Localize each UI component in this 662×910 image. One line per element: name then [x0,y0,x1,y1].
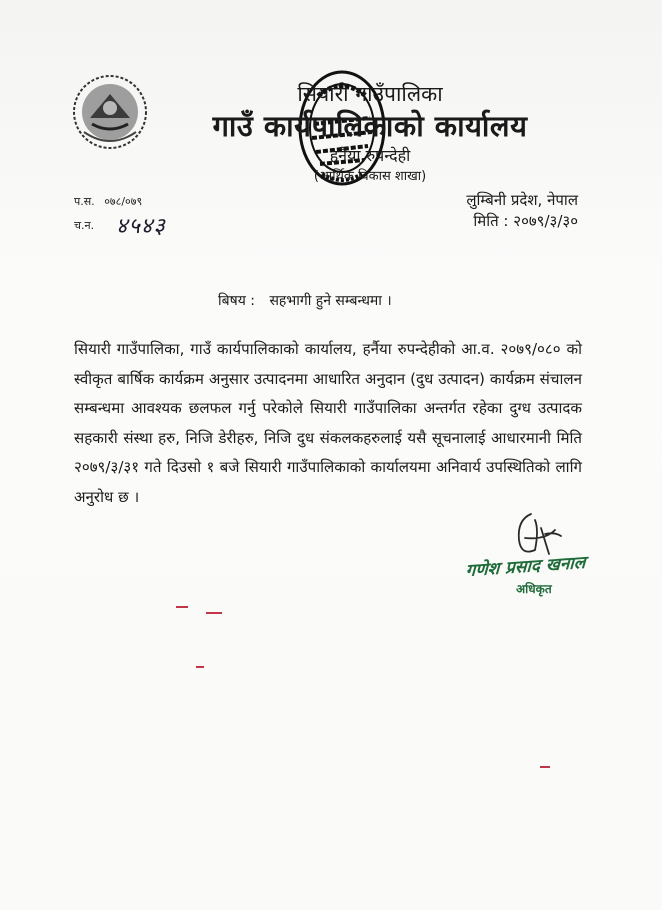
section-name: (आर्थिक विकास शाखा) [313,169,427,184]
letter-body: सियारी गाउँपालिका, गाउँ कार्यपालिकाको कार्यालय, हर्नैया रुपन्देहीको आ.व. २०७९/०८० को स्वीकृत बार्षिक कार्यक्रम अनुसार उत्पादनमा आधारित अनुदान (दुध उत्पादन) कार्यक्रम संचालन सम्बन्धमा आवश्यक छलफल गर्नु परेकोले सियारी गाउँपालिका अन्तर्गत रहेका दुग्ध उत्पादक सहकारी संस्था हरु, निजि डेरीहरु, निजि दुध संकलकहरुलाई यसै सूचनालाई आधारमानी मिति २०७९/३/३१ गते दिउसो १ बजे सियारी गाउँपालिकाको कार्यालयमा अनिवार्य उपस्थितिको लागि अनुरोध छ । [74,340,582,506]
province-line: लुम्बिनी प्रदेश, नेपाल [466,191,578,209]
date-line [473,211,578,231]
dispatch-ref [74,218,94,233]
scan-mark [206,612,222,614]
municipality-name: सियारी गाउँपालिका [297,82,443,106]
subject-text: सहभागी हुने सम्बन्धमा । [269,293,392,309]
fiscal-year-ref [74,194,142,209]
nepal-government-emblem-icon [70,72,150,152]
scan-mark [176,606,188,608]
fiscal-year-label: प.स. [74,195,95,208]
date-label: मिति : [473,212,509,230]
dispatch-label: च.न. [74,219,95,232]
dispatch-number-handwritten: ४५४३ [116,214,166,239]
signatory-name: गणेश प्रसाद खनाल [465,552,586,582]
fiscal-year-value: ०७८/०७९ [104,195,143,208]
subject-label: बिषय : [218,293,255,309]
signatory-role: अधिकृत [516,582,552,596]
scan-mark [196,666,204,668]
office-name: गाउँ कार्यपालिकाको कार्यालय [212,109,528,143]
office-location: हर्नैया रुपन्देही [329,146,411,165]
date-value: २०७९/३/३० [513,212,578,230]
subject-line [218,291,392,310]
scan-mark [540,766,550,768]
